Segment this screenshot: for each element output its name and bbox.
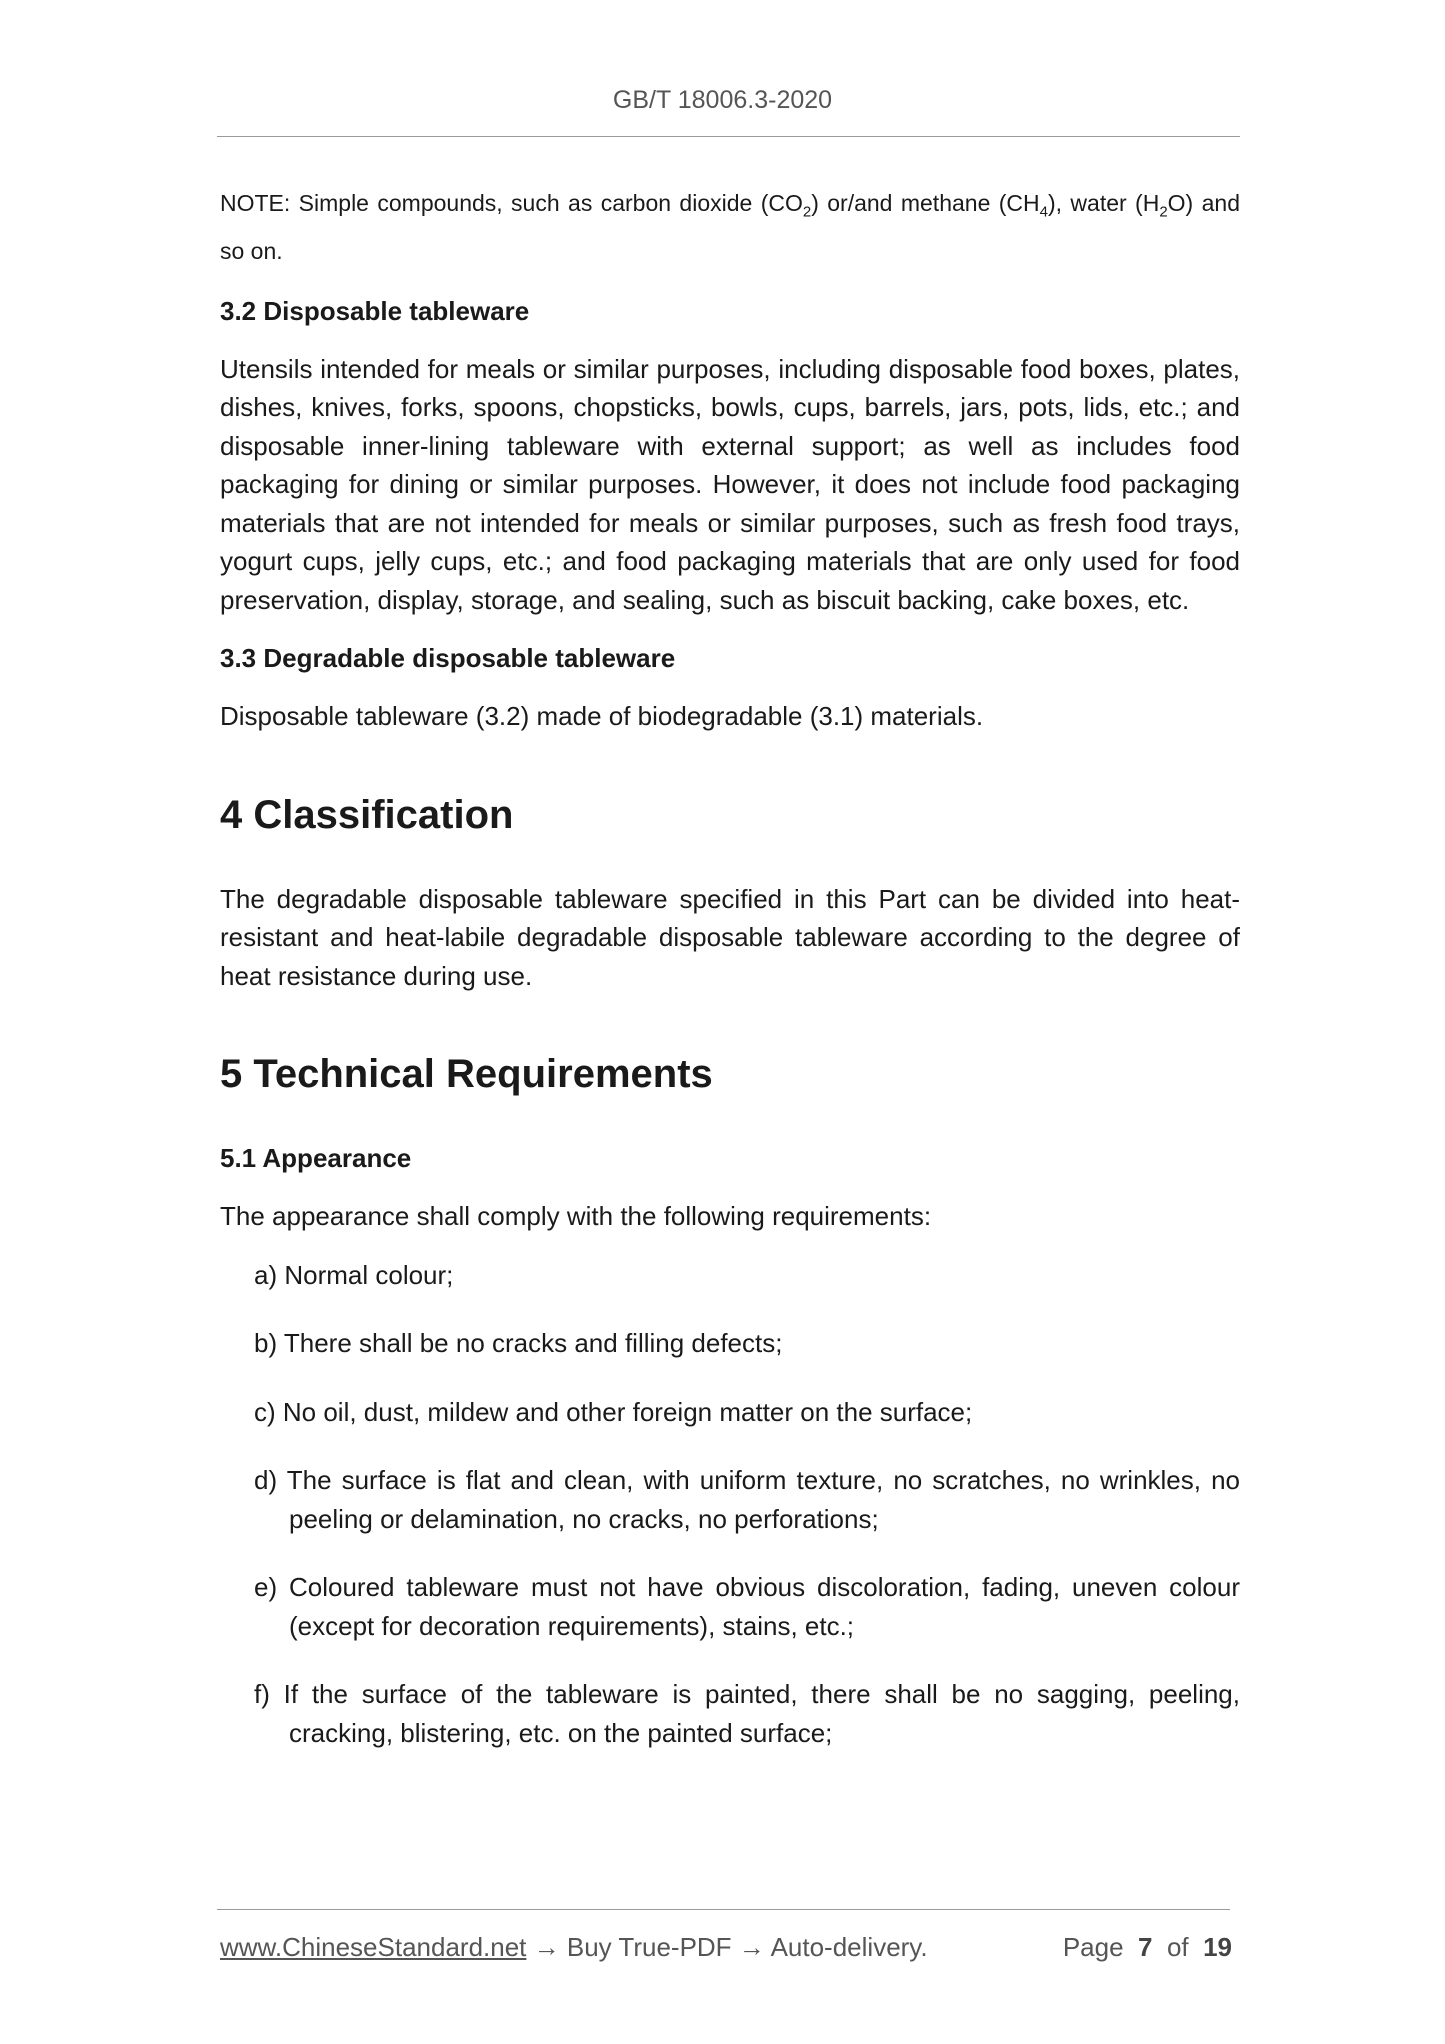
- section-4-heading: 4 Classification: [220, 792, 514, 837]
- note-suffix: O) and so on.: [220, 190, 1240, 264]
- list-item: f) If the surface of the tableware is painted, there shall be no sagging, peeling, cracking, blistering, etc. on the painted surface;: [254, 1679, 1240, 1748]
- section-3-3-heading: 3.3 Degradable disposable tableware: [220, 643, 676, 674]
- appearance-requirements-list: [220, 1256, 1240, 1753]
- footer-tagline: → Buy True-PDF → Auto-delivery.: [526, 1932, 928, 1962]
- note-subscript-ch4: 4: [1039, 203, 1048, 221]
- main-content: [220, 184, 1240, 1782]
- section-5-heading: 5 Technical Requirements: [220, 1052, 713, 1097]
- note-mid1: ) or/and methane (CH: [811, 190, 1040, 216]
- of-label: of: [1166, 1932, 1189, 1962]
- header-divider: [217, 136, 1240, 137]
- section-5-1-intro: The appearance shall comply with the following requirements:: [220, 1201, 932, 1232]
- note-subscript-h2o: 2: [1159, 203, 1168, 221]
- list-item: b) There shall be no cracks and filling defects;: [254, 1328, 783, 1359]
- footer-left: [220, 1932, 928, 1963]
- list-item: a) Normal colour;: [254, 1259, 454, 1290]
- list-item: c) No oil, dust, mildew and other foreign matter on the surface;: [254, 1396, 973, 1427]
- current-page: 7: [1138, 1932, 1153, 1962]
- footer-divider: [217, 1909, 1230, 1910]
- section-3-2-heading: 3.2 Disposable tableware: [220, 295, 530, 326]
- section-3-3-text: Disposable tableware (3.2) made of biodegradable (3.1) materials.: [220, 701, 984, 732]
- website-link[interactable]: www.ChineseStandard.net: [220, 1932, 527, 1962]
- page-label: Page: [1062, 1932, 1124, 1962]
- list-item: e) Coloured tableware must not have obvious discoloration, fading, uneven colour (except for decoration requirements), stains, etc.;: [254, 1572, 1240, 1641]
- total-pages: 19: [1203, 1932, 1232, 1962]
- header-doc-id: GB/T 18006.3-2020: [612, 86, 833, 114]
- note-subscript-co2: 2: [802, 203, 812, 221]
- section-3-2-text: Utensils intended for meals or similar purposes, including disposable food boxes, plates, dishes, knives, forks, spoons, chopsticks, bowls, cups, barrels, jars, pots, lids, etc.; and disposable inner-lining tableware with external support; as well as includes food packaging for dining or similar purposes. However, it does not include food packaging materials that are not intended for meals or similar purposes, such as fresh food trays, yogurt cups, jelly cups, etc.; and food packaging materials that are only used for food preservation, display, storage, and sealing, such as biscuit backing, cake boxes, etc.: [220, 353, 1240, 615]
- note-prefix: NOTE: Simple compounds, such as carbon dioxide (CO: [220, 190, 803, 216]
- list-item: d) The surface is flat and clean, with uniform texture, no scratches, no wrinkles, no peeling or delamination, no cracks, no perforations;: [254, 1465, 1240, 1534]
- note-mid2: ), water (H: [1047, 190, 1160, 216]
- note-paragraph: [220, 184, 1240, 270]
- section-4-text: The degradable disposable tableware specified in this Part can be divided into heat-resistant and heat-labile degradable disposable tableware according to the degree of heat resistance during use.: [220, 883, 1240, 991]
- page-number: [1063, 1932, 1232, 1963]
- section-5-1-heading: 5.1 Appearance: [220, 1143, 412, 1174]
